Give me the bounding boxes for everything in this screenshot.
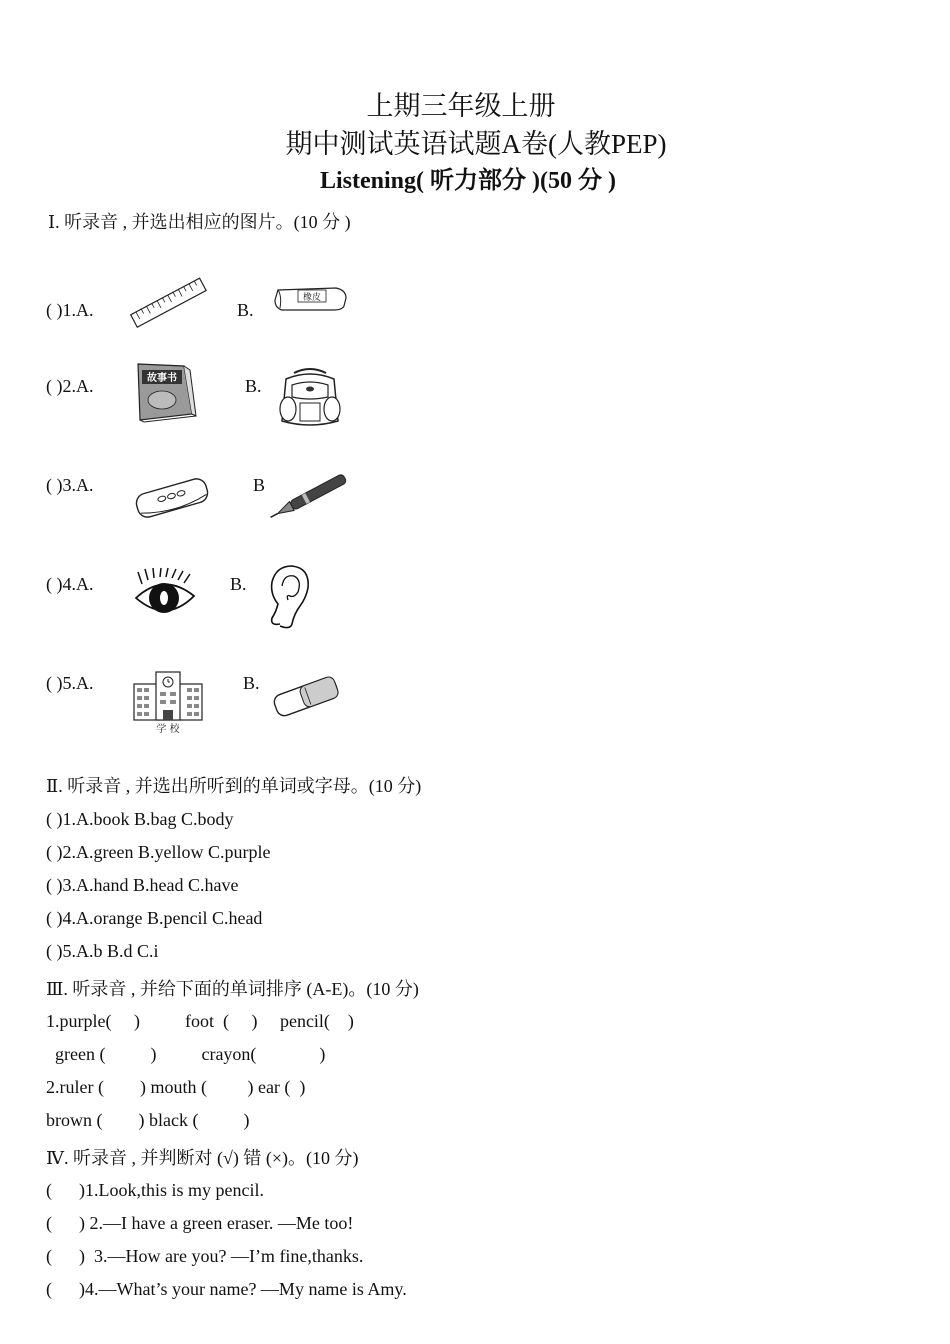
part1-q4-label: ( )4.A. [46, 574, 94, 594]
part1-q4-b-label: B. [230, 574, 247, 594]
part3-line-2: green ( ) crayon( ) [46, 1044, 326, 1064]
part2-heading: Ⅱ. 听录音 , 并选出所听到的单词或字母。(10 分) [46, 776, 422, 796]
part3-line-4: brown ( ) black ( ) [46, 1110, 250, 1130]
part1-q3-b-label: B [253, 475, 266, 495]
svg-text:学 校: 学 校 [156, 724, 180, 735]
svg-text:故事书: 故事书 [147, 373, 177, 384]
part1-q2-label: ( )2.A. [46, 376, 94, 396]
part3-line-3: 2.ruler ( ) mouth ( ) ear ( ) [46, 1077, 306, 1097]
part1-q5-b-label: B. [243, 673, 260, 693]
title-line-2: 期中测试英语试题A卷(人教PEP) [285, 129, 667, 159]
eye-icon [134, 568, 198, 624]
part4-q2: ( ) 2.—I have a green eraser. —Me too! [46, 1213, 354, 1233]
fountain-pen-icon [264, 472, 354, 524]
backpack-icon [272, 365, 348, 429]
ear-icon [266, 564, 314, 632]
ruler-icon [128, 276, 208, 332]
part1-q5-label: ( )5.A. [46, 673, 94, 693]
part3-heading: Ⅲ. 听录音 , 并给下面的单词排序 (A-E)。(10 分) [46, 979, 419, 999]
part4-q4: ( )4.—What’s your name? —My name is Amy. [46, 1279, 407, 1299]
part2-q3: ( )3.A.hand B.head C.have [46, 875, 239, 895]
part2-q4: ( )4.A.orange B.pencil C.head [46, 908, 263, 928]
part1-q1-label: ( )1.A. [46, 300, 94, 320]
part1-q2-b-label: B. [245, 376, 262, 396]
pencil-case-icon [132, 474, 212, 522]
part2-q2: ( )2.A.green B.yellow C.purple [46, 842, 271, 862]
part3-line-1: 1.purple( ) foot ( ) pencil( ) [46, 1011, 354, 1031]
storybook-icon [134, 362, 196, 422]
part1-q1-b-label: B. [237, 300, 254, 320]
part2-q1: ( )1.A.book B.bag C.body [46, 809, 234, 829]
eraser-icon [268, 674, 342, 720]
part4-q3: ( ) 3.—How are you? —I’m fine,thanks. [46, 1246, 364, 1266]
eraser-icon [272, 282, 350, 314]
part4-q1: ( )1.Look,this is my pencil. [46, 1180, 264, 1200]
title-line-1: 上期三年级上册 [366, 91, 556, 121]
part4-heading: Ⅳ. 听录音 , 并判断对 (√) 错 (×)。(10 分) [46, 1148, 359, 1168]
part1-q3-label: ( )3.A. [46, 475, 94, 495]
part1-heading: Ⅰ. 听录音 , 并选出相应的图片。(10 分 ) [48, 212, 351, 232]
title-line-3: Listening( 听力部分 )(50 分 ) [320, 168, 616, 194]
svg-text:橡皮: 橡皮 [302, 293, 322, 303]
part2-q5: ( )5.A.b B.d C.i [46, 941, 159, 961]
school-building-icon [132, 670, 204, 734]
